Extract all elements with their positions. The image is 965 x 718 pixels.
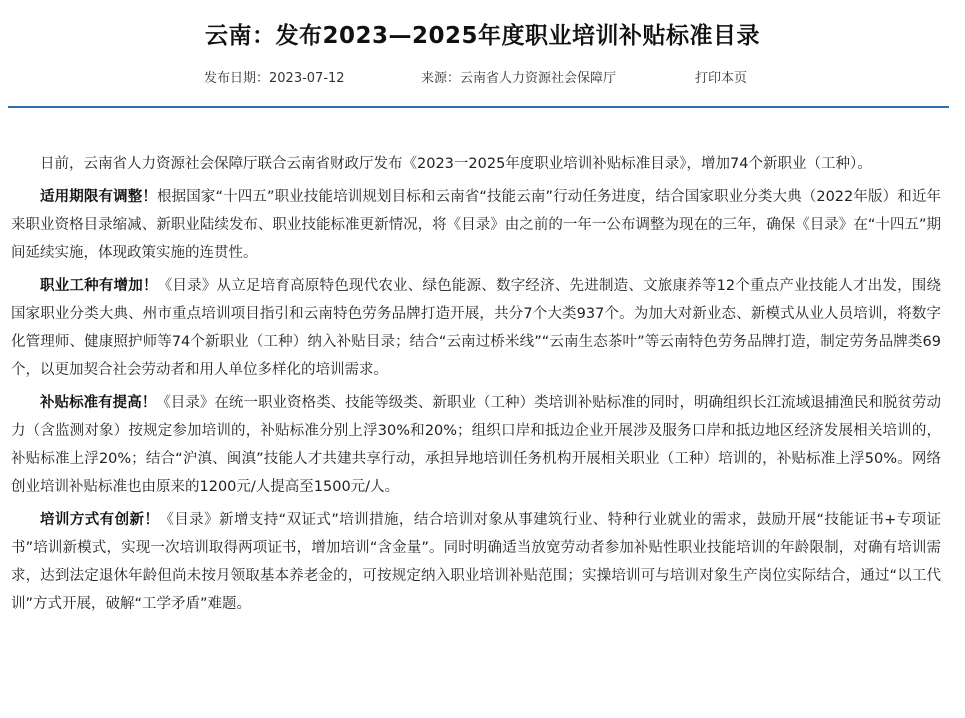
paragraph-lead: 补贴标准有提高！: [40, 395, 157, 411]
article-meta-bar: [0, 68, 965, 98]
print-page-link[interactable]: 打印本页: [695, 71, 748, 86]
paragraph-text: 根据国家“十四五”职业技能培训规划目标和云南省“技能云南”行动任务进度，结合国家职业分类大典（2022年版）和近年来职业资格目录缩减、新职业陆续发布、职业技能标准更新情况，将《目录》由之前的一年一公布调整为现在的三年，确保《目录》在“十四五”期间延续实施，体现政策实施的连贯性。: [11, 189, 942, 261]
article-source: [421, 68, 616, 90]
paragraph-lead: 职业工种有增加！: [40, 278, 158, 294]
article-paragraph: [11, 389, 941, 501]
paragraph-lead: 适用期限有调整！: [40, 189, 157, 205]
publish-date-label: 发布日期：: [204, 71, 270, 86]
source-value: 云南省人力资源社会保障厅: [460, 71, 617, 86]
paragraph-text: 《目录》从立足培育高原特色现代农业、绿色能源、数字经济、先进制造、文旅康养等12个重点产业技能人才出发，围绕国家职业分类大典、州市重点培训项目指引和云南特色劳务品牌打造开展，共分7个大类937个。为加大对新业态、新模式从业人员培训，将数字化管理师、健康照护师等74个新职业（工种）纳入补贴目录；结合“云南过桥米线”“云南生态茶叶”等云南特色劳务品牌打造，制定劳务品牌类69个，以更加契合社会劳动者和用人单位多样化的培训需求。: [11, 278, 942, 378]
title-divider: [8, 106, 949, 108]
publish-date: [204, 68, 345, 90]
paragraph-lead: 培训方式有创新！: [40, 512, 160, 528]
paragraph-text: 《目录》新增支持“双证式”培训措施，结合培训对象从事建筑行业、特种行业就业的需求，鼓励开展“技能证书+专项证书”培训新模式，实现一次培训取得两项证书，增加培训“含金量”。同时明确适当放宽劳动者参加补贴性职业技能培训的年龄限制，对确有培训需求，达到法定退休年龄但尚未按月领取基本养老金的，可按规定纳入职业培训补贴范围；实操培训可与培训对象生产岗位实际结合，通过“以工代训”方式开展，破解“工学矛盾”难题。: [11, 512, 942, 612]
article-paragraph: [11, 183, 941, 267]
paragraph-text: 日前，云南省人力资源社会保障厅联合云南省财政厅发布《2023一2025年度职业培训补贴标准目录》，增加74个新职业（工种）。: [40, 156, 872, 172]
article-paragraph: [11, 150, 941, 178]
publish-date-value: 2023-07-12: [269, 71, 345, 86]
article-paragraph: [11, 506, 941, 618]
page-title: 云南：发布2023—2025年度职业培训补贴标准目录: [204, 23, 761, 49]
article-body: [11, 150, 941, 623]
source-label: 来源：: [421, 71, 461, 86]
article-paragraph: [11, 272, 941, 384]
paragraph-text: 《目录》在统一职业资格类、技能等级类、新职业（工种）类培训补贴标准的同时，明确组织长江流域退捕渔民和脱贫劳动力（含监测对象）按规定参加培训的，补贴标准分别上浮30%和20%；组织口岸和抵边企业开展涉及服务口岸和抵边地区经济发展相关培训的，补贴标准上浮20%；结合“沪滇、闽滇”技能人才共建共享行动，承担异地培训任务机构开展相关职业（工种）培训的，补贴标准上浮50%。网络创业培训补贴标准也由原来的1200元/人提高至1500元/人。: [11, 395, 941, 495]
